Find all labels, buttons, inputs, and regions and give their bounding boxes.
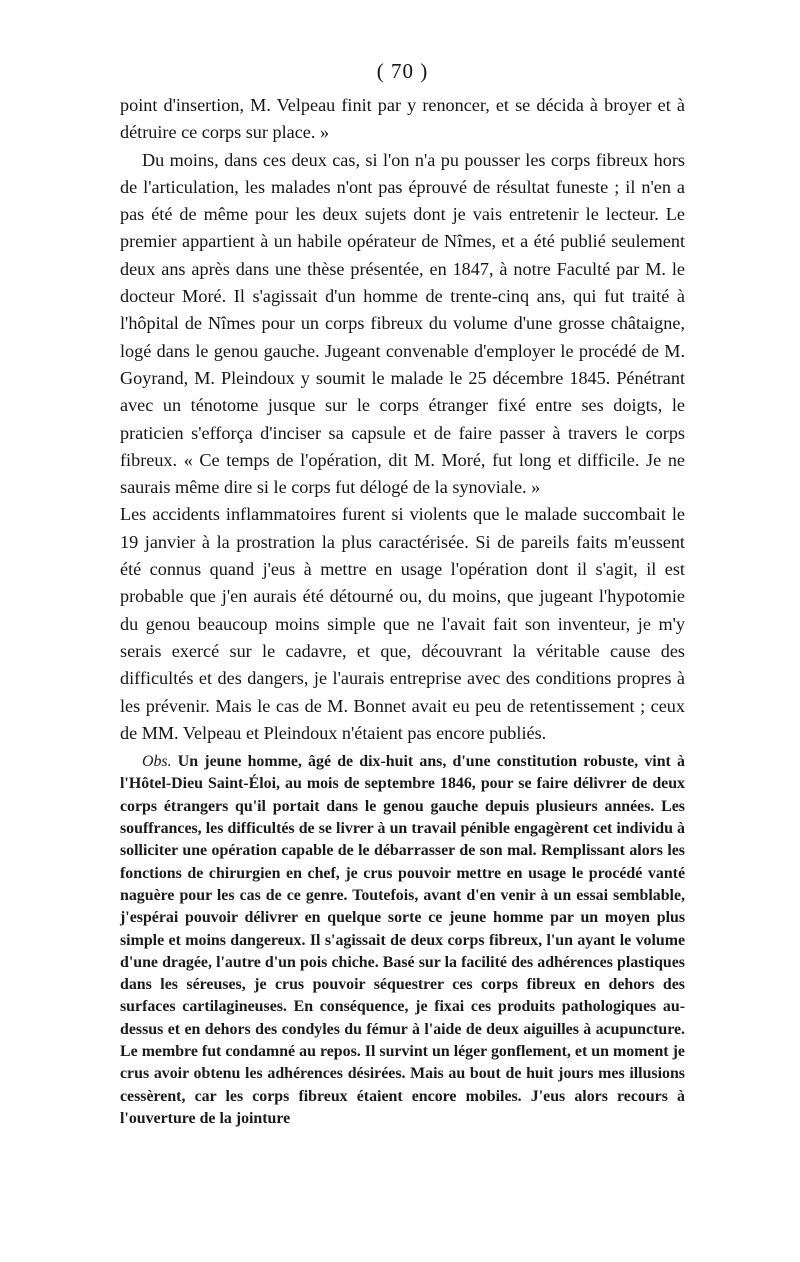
paragraph-two-cases: Du moins, dans ces deux cas, si l'on n'a pu pousser les corps fibreux hors de l'articulation, les malades n'ont pas éprouvé de résultat funeste ; il n'en a pas été de même pour les deux sujets dont je vais entretenir le lecteur. Le premier appartient à un habile opérateur de Nîmes, et a été publié seulement deux ans après dans une thèse présentée, en 1847, à notre Faculté par M. le docteur Moré. Il s'agissait d'un homme de trente-cinq ans, qui fut traité à l'hôpital de Nîmes pour un corps fibreux du volume d'une grosse châtaigne, logé dans le genou gauche. Jugeant convenable d'employer le procédé de M. Goyrand, M. Pleindoux y soumit le malade le 25 décembre 1845. Pénétrant avec un ténotome jusque sur le corps étranger fixé entre ses doigts, le praticien s'efforça d'inciser sa capsule et de faire passer à travers le corps fibreux. « Ce temps de l'opération, dit M. Moré, fut long et difficile. Je ne saurais même dire si le corps fut délogé de la synoviale. » [120, 149, 685, 498]
book-page [120, 56, 685, 1130]
paragraph-inflammatory-accidents: Les accidents inflammatoires furent si violents que le malade succombait le 19 janvier à la prostration la plus caractérisée. Si de pareils faits m'eussent été connus quand j'eus à mettre en usage l'opération dont il s'agit, il est probable que j'en aurais été détourné ou, du moins, que jugeant l'hypotomie du genou beaucoup moins simple que ne l'avait fait son inventeur, je m'y serais exercé sur le cadavre, et que, découvrant la véritable cause des difficultés et des dangers, je l'aurais entreprise avec des conditions propres à les prévenir. Mais le cas de M. Bonnet avait eu peu de retentissement ; ceux de MM. Velpeau et Pleindoux n'étaient pas encore publiés. [120, 504, 685, 743]
body-text [120, 92, 685, 747]
observation-text: Un jeune homme, âgé de dix-huit ans, d'une constitution robuste, vint à l'Hôtel-Dieu Saint-Éloi, au mois de septembre 1846, pour se faire délivrer de deux corps étrangers qu'il portait dans le genou gauche depuis plusieurs années. Les souffrances, les difficultés de se livrer à un travail pénible engagèrent cet individu à solliciter une opération capable de le débarrasser de son mal. Remplissant alors les fonctions de chirurgien en chef, je crus pouvoir mettre en usage le procédé vanté naguère pour les cas de ce genre. Toutefois, avant d'en venir à un essai semblable, j'espérai pouvoir délivrer en quelque sorte ce jeune homme par un moyen plus simple et moins dangereux. Il s'agissait de deux corps fibreux, l'un ayant le volume d'une dragée, l'autre d'un pois chiche. Basé sur la facilité des adhérences plastiques dans les séreuses, je crus pouvoir séquestrer ces corps fibreux en dehors des surfaces cartilagineuses. En conséquence, je fixai ces produits pathologiques au-dessus et en dehors des condyles du fémur à l'aide de deux aiguilles à acupuncture. Le membre fut condamné au repos. Il survint un léger gonflement, et un moment je crus avoir obtenu les adhérences désirées. Mais au bout de huit jours mes illusions cessèrent, car les corps fibreux étaient encore mobiles. J'eus alors recours à l'ouverture de la jointure [120, 753, 685, 1127]
observation-label: Obs. [142, 753, 172, 771]
paragraph-continuation: point d'insertion, M. Velpeau finit par y renoncer, et se décida à broyer et à détruire ce corps sur place. » [120, 95, 685, 143]
observation-block [120, 751, 685, 1130]
observation-paragraph [120, 751, 685, 1130]
page-number: ( 70 ) [376, 59, 429, 83]
